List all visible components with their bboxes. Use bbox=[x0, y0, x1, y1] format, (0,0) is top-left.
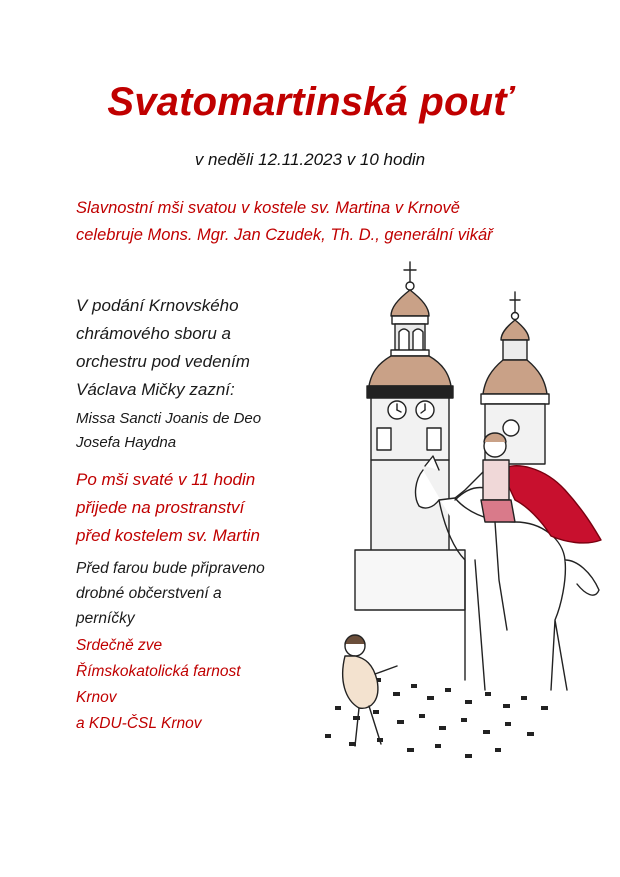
invite-line-1: Srdečně zve bbox=[76, 637, 163, 654]
missa-line-2: Josefa Haydna bbox=[76, 434, 177, 451]
after-line-2: přijede na prostranství bbox=[76, 498, 245, 517]
invite-line-4: a KDU-ČSL Krnov bbox=[76, 715, 202, 732]
after-line-1: Po mši svaté v 11 hodin bbox=[76, 470, 256, 489]
choir-line-4: Václava Mičky zazní: bbox=[76, 380, 235, 399]
choir-line-1: V podání Krnovského bbox=[76, 296, 239, 315]
invite-line-2: Římskokatolická farnost bbox=[76, 663, 241, 680]
mass-line-2: celebruje Mons. Mgr. Jan Czudek, Th. D., generální vikář bbox=[76, 226, 493, 244]
choir-line-2: chrámového sboru a bbox=[76, 324, 231, 343]
poster-title: Svatomartinská pouť bbox=[107, 80, 513, 124]
choir-announcement bbox=[76, 292, 250, 404]
after-mass-announcement bbox=[76, 466, 260, 550]
choir-line-3: orchestru pod vedením bbox=[76, 352, 250, 371]
missa-title bbox=[76, 407, 261, 455]
mass-announcement bbox=[76, 195, 493, 249]
missa-line-1: Missa Sancti Joanis de Deo bbox=[76, 410, 262, 427]
refresh-line-1: Před farou bude připraveno bbox=[76, 560, 265, 577]
refreshment-note bbox=[76, 556, 265, 631]
after-line-3: před kostelem sv. Martin bbox=[76, 526, 260, 545]
left-church-tower bbox=[355, 262, 465, 610]
date-line: v neděli 12.11.2023 v 10 hodin bbox=[194, 150, 426, 169]
refresh-line-3: perníčky bbox=[76, 610, 135, 627]
invite-line-3: Krnov bbox=[76, 689, 117, 706]
saint-martin-illustration-icon bbox=[315, 260, 615, 770]
mass-line-1: Slavnostní mši svatou v kostele sv. Martina v Krnově bbox=[76, 199, 460, 217]
invitation bbox=[76, 633, 241, 737]
refresh-line-2: drobné občerstvení a bbox=[76, 585, 222, 602]
seated-beggar bbox=[343, 635, 397, 746]
